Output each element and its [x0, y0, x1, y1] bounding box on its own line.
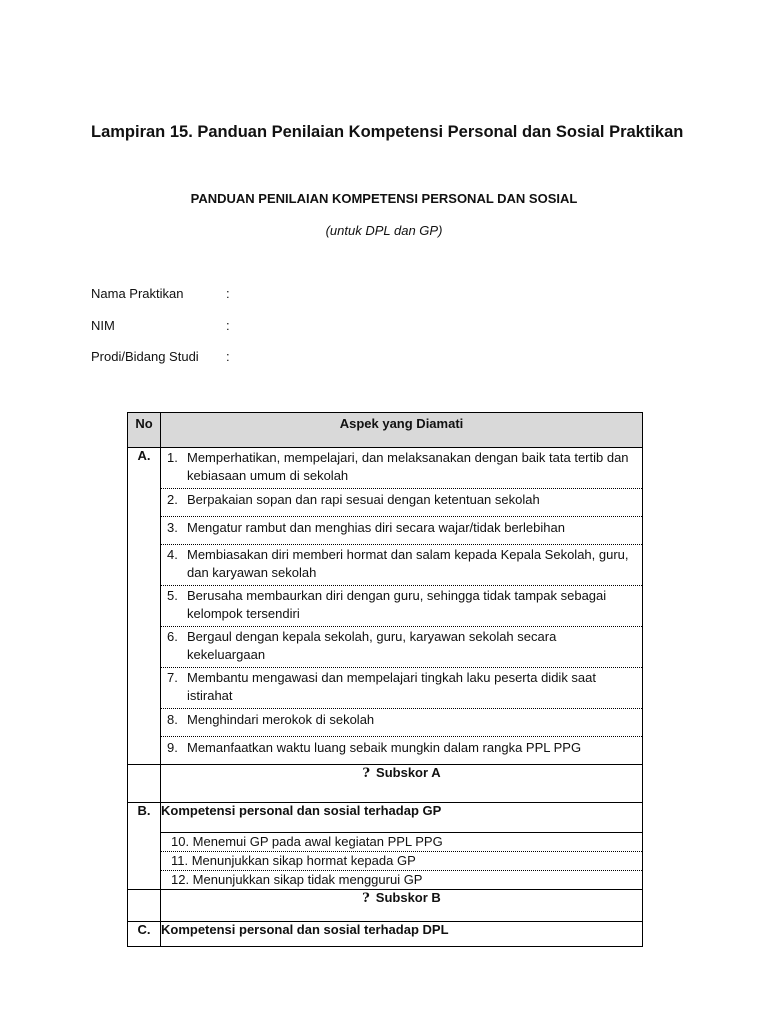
- sum-symbol-icon: ?: [362, 766, 371, 781]
- item-number: 3.: [167, 520, 178, 535]
- field-colon-prodi: :: [226, 349, 230, 364]
- field-label-nama: Nama Praktikan: [91, 286, 184, 301]
- header-aspek: Aspek yang Diamati: [161, 413, 643, 448]
- field-colon-nama: :: [226, 286, 230, 301]
- section-a-row: [128, 448, 643, 765]
- item-text: Bergaul dengan kepala sekolah, guru, karyawan sekolah secara kekeluargaan: [187, 629, 557, 662]
- list-item: [161, 737, 642, 764]
- subscore-b-no-cell: [128, 890, 161, 922]
- subscore-a-no-cell: [128, 765, 161, 803]
- list-item: [161, 668, 642, 709]
- list-item: [161, 586, 642, 627]
- item-number: 5.: [167, 588, 178, 603]
- item-text: Memperhatikan, mempelajari, dan melaksanakan dengan baik tata tertib dan kebiasaan umum di sekolah: [187, 450, 629, 483]
- form-heading: PANDUAN PENILAIAN KOMPETENSI PERSONAL DAN SOSIAL: [190, 191, 578, 206]
- document-title: Lampiran 15. Panduan Penilaian Kompetensi Personal dan Sosial Praktikan: [91, 123, 684, 141]
- item-number: 2.: [167, 492, 178, 507]
- item-text: Mengatur rambut dan menghias diri secara wajar/tidak berlebihan: [187, 520, 565, 535]
- item-text: Membiasakan diri memberi hormat dan salam kepada Kepala Sekolah, guru, dan karyawan sekolah: [187, 547, 629, 580]
- sum-symbol-icon: ?: [362, 891, 370, 906]
- item-number: 8.: [167, 712, 178, 727]
- list-item: 11. Menunjukkan sikap hormat kepada GP: [161, 852, 642, 871]
- subscore-b-row: [128, 890, 643, 922]
- item-text: Membantu mengawasi dan mempelajari tingkah laku peserta didik saat istirahat: [187, 670, 596, 703]
- section-b-items-row: [128, 833, 643, 890]
- item-text: Memanfaatkan waktu luang sebaik mungkin dalam rangka PPL PPG: [187, 740, 582, 755]
- item-number: 4.: [167, 547, 178, 562]
- field-colon-nim: :: [226, 318, 230, 333]
- list-item: [161, 448, 642, 489]
- item-text: Menghindari merokok di sekolah: [187, 712, 375, 727]
- field-label-nim: NIM: [91, 318, 115, 333]
- assessment-table: [127, 412, 643, 947]
- section-a-letter: A.: [128, 448, 161, 765]
- item-number: 9.: [167, 740, 178, 755]
- list-item: [161, 489, 642, 517]
- subscore-a-cell: [161, 765, 643, 803]
- section-b-title-row: [128, 803, 643, 833]
- subscore-b-label: Subskor B: [375, 890, 441, 905]
- field-label-prodi: Prodi/Bidang Studi: [91, 349, 199, 364]
- section-b-items: [161, 833, 643, 890]
- item-number: 6.: [167, 629, 178, 644]
- list-item: [161, 709, 642, 737]
- list-item: [161, 545, 642, 586]
- section-c-letter: C.: [128, 922, 161, 947]
- list-item: 10. Menemui GP pada awal kegiatan PPL PPG: [161, 833, 642, 852]
- table-header-row: [128, 413, 643, 448]
- subscore-b-cell: [161, 890, 643, 922]
- header-no: No: [128, 413, 161, 448]
- section-c-title-row: [128, 922, 643, 947]
- item-text: Berpakaian sopan dan rapi sesuai dengan ketentuan sekolah: [187, 492, 540, 507]
- section-b-title: Kompetensi personal dan sosial terhadap GP: [161, 803, 643, 833]
- form-subheading: (untuk DPL dan GP): [325, 223, 443, 238]
- item-number: 7.: [167, 670, 178, 685]
- item-text: Berusaha membaurkan diri dengan guru, sehingga tidak tampak sebagai kelompok tersendiri: [187, 588, 607, 621]
- section-a-items: [161, 448, 643, 765]
- section-c-title: Kompetensi personal dan sosial terhadap DPL: [161, 922, 643, 947]
- list-item: [161, 517, 642, 545]
- list-item: 12. Menunjukkan sikap tidak menggurui GP: [171, 872, 423, 887]
- subscore-a-label: Subskor A: [376, 765, 441, 780]
- subscore-a-row: [128, 765, 643, 803]
- section-b-letter: B.: [128, 803, 161, 890]
- item-number: 1.: [167, 450, 178, 465]
- list-item: [161, 627, 642, 668]
